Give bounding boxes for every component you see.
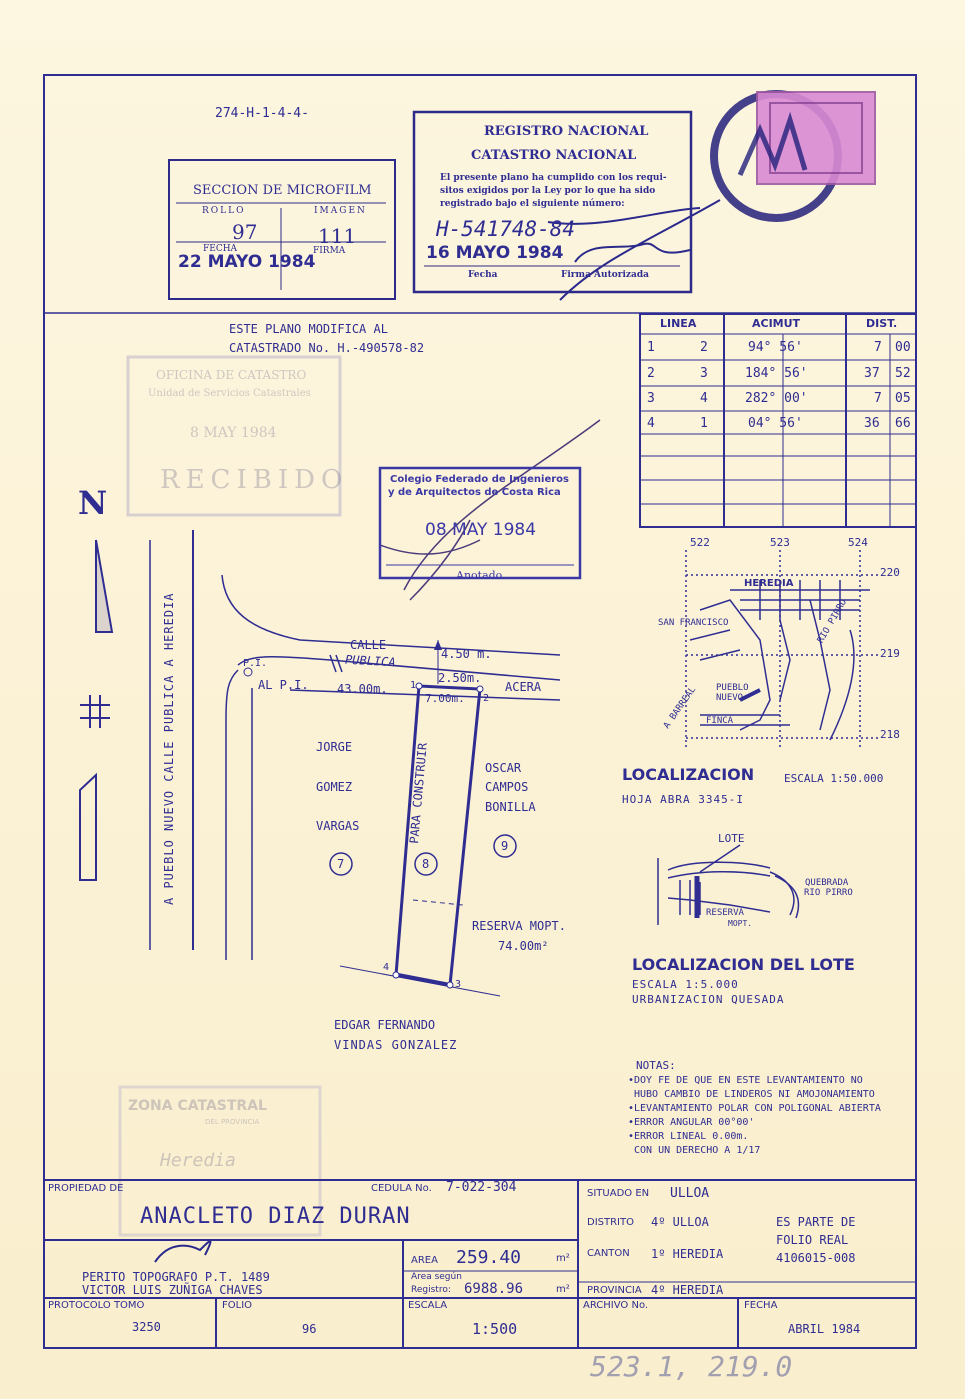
fecha-block-label: FECHA xyxy=(744,1300,778,1311)
provincia-value: 4º HEREDIA xyxy=(651,1283,724,1297)
protocolo-label: PROTOCOLO TOMO xyxy=(48,1300,145,1311)
bearing-row-a: 4 xyxy=(647,416,655,431)
quebrada-label: QUEBRADA xyxy=(805,878,849,888)
grid-523: 523 xyxy=(770,536,790,549)
registro-body2: sitos exigidos por la Ley por lo que ha sido xyxy=(440,186,656,196)
rollo-value: 97 xyxy=(232,220,258,244)
parcel-8: 8 xyxy=(422,857,430,871)
publica-label: PUBLICA xyxy=(344,652,396,670)
west-owner-3: VARGAS xyxy=(316,819,360,833)
fecha-block-value: ABRIL 1984 xyxy=(788,1322,861,1336)
bearing-header-dist: DIST. xyxy=(866,317,898,330)
nota-line: •ERROR ANGULAR 00°00' xyxy=(628,1117,755,1128)
lote-title: LOCALIZACION DEL LOTE xyxy=(632,955,855,974)
microfilm-date: 22 MAYO 1984 xyxy=(178,252,316,272)
calle-label: CALLE xyxy=(350,638,387,652)
parte-line1: ES PARTE DE xyxy=(776,1215,856,1229)
north-arrow xyxy=(80,540,112,880)
sketch-reserva: RESERVA xyxy=(706,908,744,918)
registro-fecha-label: Fecha xyxy=(468,270,498,280)
area-segun-label: Area según xyxy=(411,1272,462,1282)
bearing-header-linea: LINEA xyxy=(660,317,697,330)
point-1: 1 xyxy=(410,680,417,691)
fecha-label: FECHA xyxy=(203,244,238,254)
area-value: 259.40 xyxy=(456,1247,522,1268)
east-owner-1: OSCAR xyxy=(485,761,522,775)
point-3: 3 xyxy=(455,979,462,990)
south-owner-2: VINDAS GONZALEZ xyxy=(334,1038,458,1052)
cedula-label: CEDULA No. xyxy=(371,1183,432,1194)
road-side-label: A PUEBLO NUEVO CALLE PUBLICA A HEREDIA xyxy=(162,592,176,905)
grid-219: 219 xyxy=(880,647,900,660)
area-label: AREA xyxy=(411,1255,438,1266)
acera-label: ACERA xyxy=(505,680,542,694)
rollo-label: ROLLO xyxy=(202,206,246,216)
zona-sub: DEL PROVINCIA xyxy=(205,1118,260,1126)
provincia-label: PROVINCIA xyxy=(587,1285,642,1296)
registro-firma-label: Firma Autorizada xyxy=(561,270,649,280)
map-rio-pirro: RIO PIRRO xyxy=(816,597,850,645)
recibido-word: RECIBIDO xyxy=(160,465,349,495)
nota-line: •LEVANTAMIENTO POLAR CON POLIGONAL ABIERTA xyxy=(628,1103,881,1114)
registro-line2: CATASTRO NACIONAL xyxy=(471,148,637,163)
parte-line3: 4106015-008 xyxy=(776,1251,856,1265)
recibido-line2: Unidad de Servicios Catastrales xyxy=(148,388,311,399)
escala-value: 1:500 xyxy=(472,1320,518,1338)
nota-line: CON UN DERECHO A 1/17 xyxy=(634,1145,761,1156)
localizacion-escala: ESCALA 1:50.000 xyxy=(784,772,884,785)
point-4: 4 xyxy=(383,962,390,973)
archivo-label: ARCHIVO No. xyxy=(583,1300,649,1311)
grid-220: 220 xyxy=(880,566,900,579)
bearing-row-d2: 52 xyxy=(895,366,911,381)
folio-label: FOLIO xyxy=(222,1300,253,1311)
bearing-row-d2: 66 xyxy=(895,416,911,431)
area-unit: m² xyxy=(556,1253,570,1264)
registro-line1: REGISTRO NACIONAL xyxy=(484,124,649,139)
acera-width: 2.50m. xyxy=(438,671,482,685)
recibido-date: 8 MAY 1984 xyxy=(190,425,277,441)
distrito-label: DISTRITO xyxy=(587,1217,634,1228)
recibido-line1: OFICINA DE CATASTRO xyxy=(156,368,307,382)
lot-front: 7.00m. xyxy=(425,692,465,705)
perito-name: VICTOR LUIS ZUÑIGA CHAVES xyxy=(82,1283,263,1297)
bearing-row-d2: 00 xyxy=(895,340,911,355)
modifica-line2: CATASTRADO No. H.-490578-82 xyxy=(229,341,425,355)
parcel-7: 7 xyxy=(337,857,345,871)
microfilm-title: SECCION DE MICROFILM xyxy=(193,183,372,198)
bearing-row-a: 1 xyxy=(647,340,655,355)
notas-title: NOTAS: xyxy=(636,1059,676,1072)
bearing-row-d1: 7 xyxy=(874,340,882,355)
road-lines xyxy=(150,530,560,960)
colegio-line1: Colegio Federado de Ingenieros xyxy=(390,474,569,485)
propiedad-label: PROPIEDAD DE xyxy=(48,1183,124,1194)
cedula-value: 7-022-304 xyxy=(446,1180,517,1195)
registro-date: 16 MAYO 1984 xyxy=(426,243,564,263)
registro-area-unit: m² xyxy=(556,1284,570,1295)
east-owner-2: CAMPOS xyxy=(485,780,529,794)
grid-522: 522 xyxy=(690,536,710,549)
zona-title: ZONA CATASTRAL xyxy=(128,1098,267,1114)
reserva-area: 74.00m² xyxy=(498,939,549,953)
map-pueblo-nuevo: PUEBLO NUEVO xyxy=(716,683,749,703)
bearing-row-az: 94° 56' xyxy=(748,340,803,355)
colegio-line2: y de Arquitectos de Costa Rica xyxy=(388,487,561,498)
canton-value: 1º HEREDIA xyxy=(651,1247,724,1261)
distance-43: 43.00m. xyxy=(337,682,388,696)
firma-label: FIRMA xyxy=(313,246,346,256)
zona-hand: Heredia xyxy=(160,1150,236,1171)
imagen-label: IMAGEN xyxy=(314,206,367,216)
colegio-date: 08 MAY 1984 xyxy=(425,520,537,540)
bearing-row-a: 2 xyxy=(647,366,655,381)
grid-218: 218 xyxy=(880,728,900,741)
modifica-line1: ESTE PLANO MODIFICA AL xyxy=(229,322,388,336)
map-heredia: HEREDIA xyxy=(744,578,794,589)
canton-label: CANTON xyxy=(587,1248,630,1259)
bearing-header-acimut: ACIMUT xyxy=(752,317,801,330)
lote-escala: ESCALA 1:5.000 xyxy=(632,978,739,991)
lot-label: PARA CONSTRUIR xyxy=(407,742,430,845)
grid-524: 524 xyxy=(848,536,868,549)
folio-value: 96 xyxy=(302,1322,317,1336)
lote-label: LOTE xyxy=(718,832,745,845)
parte-line2: FOLIO REAL xyxy=(776,1233,849,1247)
bearing-row-b: 4 xyxy=(700,391,708,406)
owner-name: ANACLETO DIAZ DURAN xyxy=(140,1204,411,1229)
bearing-row-b: 2 xyxy=(700,340,708,355)
bearing-row-az: 282° 00' xyxy=(745,391,808,406)
tomo-value: 3250 xyxy=(132,1320,161,1334)
registro-body1: El presente plano ha cumplido con los requi- xyxy=(440,173,667,183)
imagen-value: 111 xyxy=(318,224,357,248)
bearing-row-d1: 7 xyxy=(874,391,882,406)
registro-area-label: Registro: xyxy=(411,1285,451,1295)
point-2: 2 xyxy=(483,693,490,704)
street-width: 4.50 m. xyxy=(441,647,492,661)
al-pi-label: AL P.I. xyxy=(258,678,309,692)
pi-label: P.I. xyxy=(243,658,268,669)
registro-area-value: 6988.96 xyxy=(464,1281,524,1297)
bearing-row-az: 04° 56' xyxy=(748,416,803,431)
bottom-handwritten-code: 523.1, 219.0 xyxy=(590,1350,793,1383)
colegio-footer: Anotado xyxy=(456,569,503,582)
bearing-row-b: 3 xyxy=(700,366,708,381)
lote-urbanizacion: URBANIZACION QUESADA xyxy=(632,993,785,1006)
west-owner-2: GOMEZ xyxy=(316,780,353,794)
distrito-value: 4º ULLOA xyxy=(651,1215,709,1229)
bearing-row-d1: 36 xyxy=(864,416,880,431)
sketch-mopt: MOPT. xyxy=(728,919,753,928)
escala-label: ESCALA xyxy=(408,1300,448,1311)
map-barreal: A BARREAL xyxy=(662,685,699,731)
nota-line: •DOY FE DE QUE EN ESTE LEVANTAMIENTO NO xyxy=(628,1075,863,1086)
registro-body3: registrado bajo el siguiente número: xyxy=(440,199,625,209)
south-owner-1: EDGAR FERNANDO xyxy=(334,1018,436,1032)
parcel-9: 9 xyxy=(501,839,509,853)
bearing-row-az: 184° 56' xyxy=(745,366,808,381)
east-owner-3: BONILLA xyxy=(485,800,536,814)
nota-line: HUBO CAMBIO DE LINDEROS NI AMOJONAMIENTO xyxy=(634,1089,875,1100)
bearing-row-b: 1 xyxy=(700,416,708,431)
localizacion-hoja: HOJA ABRA 3345-I xyxy=(622,793,744,806)
localizacion-title: LOCALIZACION xyxy=(622,765,755,784)
bearing-row-d2: 05 xyxy=(895,391,911,406)
reserva-label: RESERVA MOPT. xyxy=(472,919,566,933)
situado-value: ULLOA xyxy=(670,1186,710,1201)
top-code: 274-H-1-4-4- xyxy=(215,106,309,121)
situado-label: SITUADO EN xyxy=(587,1188,650,1199)
map-san-francisco: SAN FRANCISCO xyxy=(658,618,729,628)
perito-label: PERITO TOPOGRAFO P.T. 1489 xyxy=(82,1270,270,1284)
map-finca: FINCA xyxy=(706,716,734,726)
bearing-row-a: 3 xyxy=(647,391,655,406)
west-owner-1: JORGE xyxy=(316,740,353,754)
quebrada-rio-label: RIO PIRRO xyxy=(804,888,853,898)
bearing-row-d1: 37 xyxy=(864,366,880,381)
north-letter: N xyxy=(78,484,108,522)
nota-line: •ERROR LINEAL 0.00m. xyxy=(628,1131,749,1142)
registro-number: H-541748-84 xyxy=(436,217,576,241)
